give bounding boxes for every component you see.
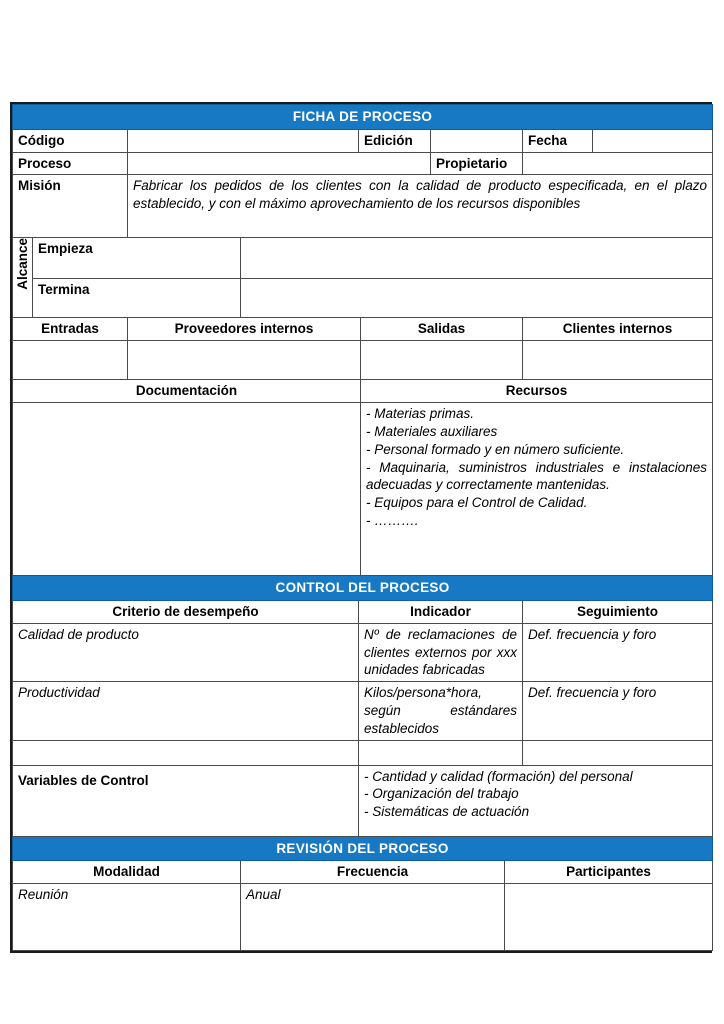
propietario-label: Propietario xyxy=(431,152,523,175)
recursos-header: Recursos xyxy=(361,380,713,403)
control-cell-criterio[interactable]: Calidad de producto xyxy=(13,623,359,681)
control-cell-indicador[interactable]: Kilos/persona*hora, según estándares establecidos xyxy=(359,682,523,740)
flujo-header-entradas: Entradas xyxy=(13,318,128,341)
control-cell-seguimiento[interactable]: Def. frecuencia y foro xyxy=(523,623,713,681)
control-section-row xyxy=(13,576,713,601)
mision-text[interactable]: Fabricar los pedidos de los clientes con la calidad de producto especificada, en el plazo establecido, y con el máximo aprovechamiento de los recursos disponibles xyxy=(128,175,713,238)
revision-section-row xyxy=(13,836,713,861)
variables-control-item: - Cantidad y calidad (formación) del personal xyxy=(364,768,633,784)
revision-header-row xyxy=(13,861,713,884)
alcance-label-cell xyxy=(13,238,33,318)
mision-row xyxy=(13,175,713,238)
title-row xyxy=(13,105,713,130)
recursos-item: - Materiales auxiliares xyxy=(366,423,498,439)
control-header-indicador: Indicador xyxy=(359,600,523,623)
revision-table-row xyxy=(13,884,713,951)
fecha-label: Fecha xyxy=(523,129,593,152)
propietario-value[interactable] xyxy=(523,152,713,175)
flujo-header-proveedores: Proveedores internos xyxy=(128,318,361,341)
flujo-header-salidas: Salidas xyxy=(361,318,523,341)
page-title: FICHA DE PROCESO xyxy=(13,105,713,130)
recursos-item: - Materias primas. xyxy=(366,406,475,422)
recursos-list[interactable] xyxy=(361,403,713,576)
edicion-value[interactable] xyxy=(431,129,523,152)
control-header-row xyxy=(13,600,713,623)
variables-control-list[interactable] xyxy=(359,765,713,836)
variables-control-item: - Organización del trabajo xyxy=(364,786,519,802)
control-table-row xyxy=(13,623,713,681)
variables-control-label: Variables de Control xyxy=(13,765,359,836)
revision-cell-frecuencia[interactable]: Anual xyxy=(241,884,505,951)
identification-row-2 xyxy=(13,152,713,175)
codigo-label: Código xyxy=(13,129,128,152)
fecha-value[interactable] xyxy=(593,129,713,152)
edicion-label: Edición xyxy=(359,129,431,152)
control-cell-criterio[interactable] xyxy=(13,740,359,765)
flujo-data-row xyxy=(13,341,713,380)
alcance-termina-row xyxy=(13,279,713,318)
alcance-label: Alcance xyxy=(14,238,30,291)
flujo-header-clientes: Clientes internos xyxy=(523,318,713,341)
control-header-seguimiento: Seguimiento xyxy=(523,600,713,623)
control-cell-indicador[interactable] xyxy=(359,740,523,765)
recursos-item: - Equipos para el Control de Calidad. xyxy=(366,495,588,511)
revision-header-modalidad: Modalidad xyxy=(13,861,241,884)
control-cell-criterio[interactable]: Productividad xyxy=(13,682,359,740)
control-header-criterio: Criterio de desempeño xyxy=(13,600,359,623)
revision-cell-participantes[interactable] xyxy=(505,884,713,951)
control-table-row xyxy=(13,682,713,740)
control-cell-seguimiento[interactable]: Def. frecuencia y foro xyxy=(523,682,713,740)
revision-section-title: REVISIÓN DEL PROCESO xyxy=(13,836,713,861)
flujo-cell-entradas[interactable] xyxy=(13,341,128,380)
variables-control-item: - Sistemáticas de actuación xyxy=(364,804,530,820)
termina-label: Termina xyxy=(33,279,241,318)
empieza-label: Empieza xyxy=(33,238,241,279)
revision-cell-modalidad[interactable]: Reunión xyxy=(13,884,241,951)
identification-row-1 xyxy=(13,129,713,152)
documentacion-header: Documentación xyxy=(13,380,361,403)
termina-value[interactable] xyxy=(241,279,713,318)
proceso-value[interactable] xyxy=(128,152,431,175)
ficha-de-proceso-sheet xyxy=(10,102,712,953)
doc-recursos-body-row xyxy=(13,403,713,576)
revision-header-participantes: Participantes xyxy=(505,861,713,884)
control-table-row xyxy=(13,740,713,765)
doc-recursos-header-row xyxy=(13,380,713,403)
proceso-label: Proceso xyxy=(13,152,128,175)
revision-header-frecuencia: Frecuencia xyxy=(241,861,505,884)
ficha-table xyxy=(12,104,713,951)
control-section-title: CONTROL DEL PROCESO xyxy=(13,576,713,601)
flujo-cell-proveedores[interactable] xyxy=(128,341,361,380)
flujo-header-row xyxy=(13,318,713,341)
recursos-item: - Maquinaria, suministros industriales e instalaciones adecuadas y correctamente mantenidas. xyxy=(366,459,708,493)
alcance-empieza-row xyxy=(13,238,713,279)
flujo-cell-clientes[interactable] xyxy=(523,341,713,380)
flujo-cell-salidas[interactable] xyxy=(361,341,523,380)
recursos-item: - Personal formado y en número suficiente. xyxy=(366,441,625,457)
documentacion-value[interactable] xyxy=(13,403,361,576)
codigo-value[interactable] xyxy=(128,129,359,152)
recursos-item: - ………. xyxy=(366,512,419,528)
control-cell-indicador[interactable]: Nº de reclamaciones de clientes externos por xxx unidades fabricadas xyxy=(359,623,523,681)
mision-label: Misión xyxy=(13,175,128,238)
variables-control-row xyxy=(13,765,713,836)
control-cell-seguimiento[interactable] xyxy=(523,740,713,765)
empieza-value[interactable] xyxy=(241,238,713,279)
